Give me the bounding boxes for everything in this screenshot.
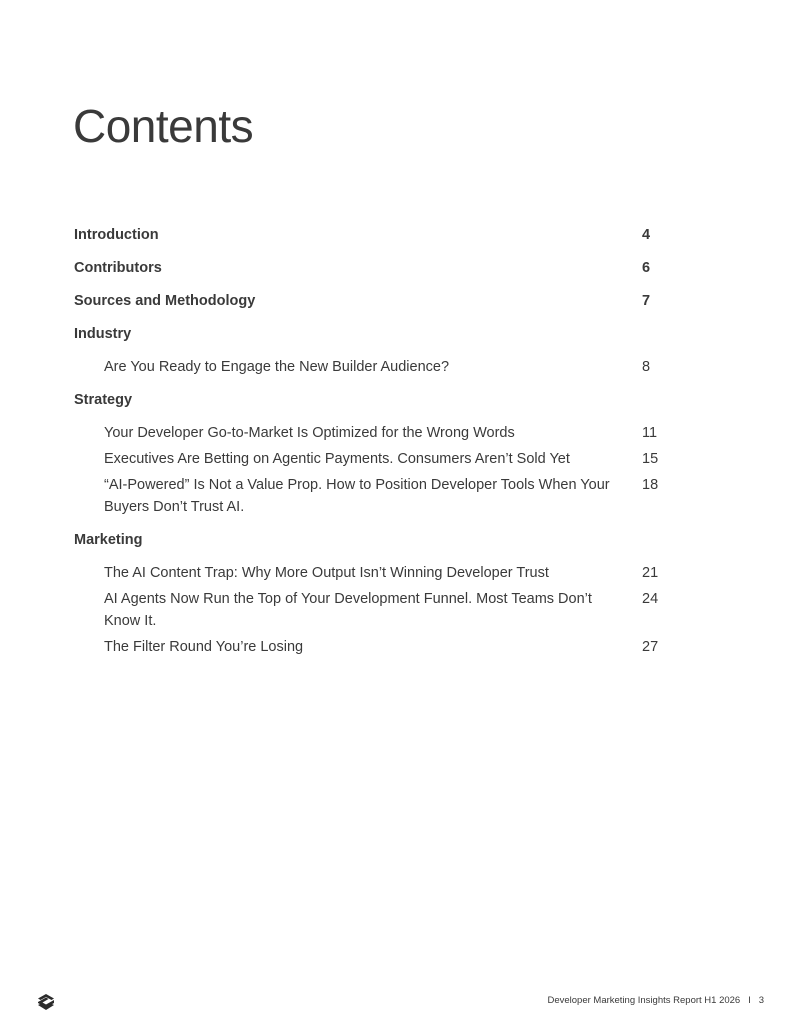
toc-item-sources[interactable] (74, 290, 674, 312)
toc-entry-label: AI Agents Now Run the Top of Your Development Funnel. Most Teams Don’t Know It. (104, 591, 592, 629)
toc-entry-label: Executives Are Betting on Agentic Payments. Consumers Aren’t Sold Yet (104, 451, 570, 467)
toc-item-contributors[interactable] (74, 257, 674, 279)
toc-page-number: 18 (642, 477, 659, 493)
toc-entry-label: The Filter Round You’re Losing (104, 639, 304, 655)
footer (547, 995, 764, 1006)
toc-page-number: 24 (642, 591, 659, 607)
page-title: Contents (73, 100, 254, 152)
toc-page-number: 4 (642, 227, 651, 243)
toc-page-number: 15 (642, 451, 659, 467)
toc-entry[interactable] (74, 562, 674, 584)
toc-entry[interactable] (74, 588, 674, 632)
toc-item-label: Sources and Methodology (74, 293, 256, 309)
toc-section-label: Industry (74, 326, 132, 342)
toc-item-label: Introduction (74, 227, 159, 243)
toc-section-label: Marketing (74, 532, 143, 548)
footer-separator: I (748, 995, 751, 1006)
toc-entry-label: “AI-Powered” Is Not a Value Prop. How to Position Developer Tools When Your Buyers Don’t Trust AI. (104, 477, 610, 515)
footer-report-title: Developer Marketing Insights Report H1 2026 (547, 995, 741, 1006)
table-of-contents (74, 224, 674, 662)
toc-entry[interactable] (74, 474, 674, 518)
toc-page-number: 8 (642, 359, 651, 375)
toc-entry[interactable] (74, 448, 674, 470)
toc-section-label: Strategy (74, 392, 133, 408)
toc-section-strategy (74, 389, 674, 411)
toc-item-introduction[interactable] (74, 224, 674, 246)
brand-logo-icon (36, 993, 56, 1011)
toc-section-marketing (74, 529, 674, 551)
toc-page-number: 11 (642, 425, 658, 441)
toc-entry[interactable] (74, 356, 674, 378)
toc-entry[interactable] (74, 422, 674, 444)
toc-page-number: 21 (642, 565, 659, 581)
footer-page-number: 3 (758, 995, 764, 1006)
toc-entry[interactable] (74, 636, 674, 658)
toc-entry-label: The AI Content Trap: Why More Output Isn’t Winning Developer Trust (104, 565, 549, 581)
toc-page-number: 27 (642, 639, 659, 655)
toc-page-number: 6 (642, 260, 651, 276)
toc-item-label: Contributors (74, 260, 162, 276)
toc-entry-label: Are You Ready to Engage the New Builder Audience? (104, 359, 450, 375)
toc-page-number: 7 (642, 293, 651, 309)
toc-section-industry (74, 323, 674, 345)
toc-entry-label: Your Developer Go-to-Market Is Optimized for the Wrong Words (104, 425, 515, 441)
